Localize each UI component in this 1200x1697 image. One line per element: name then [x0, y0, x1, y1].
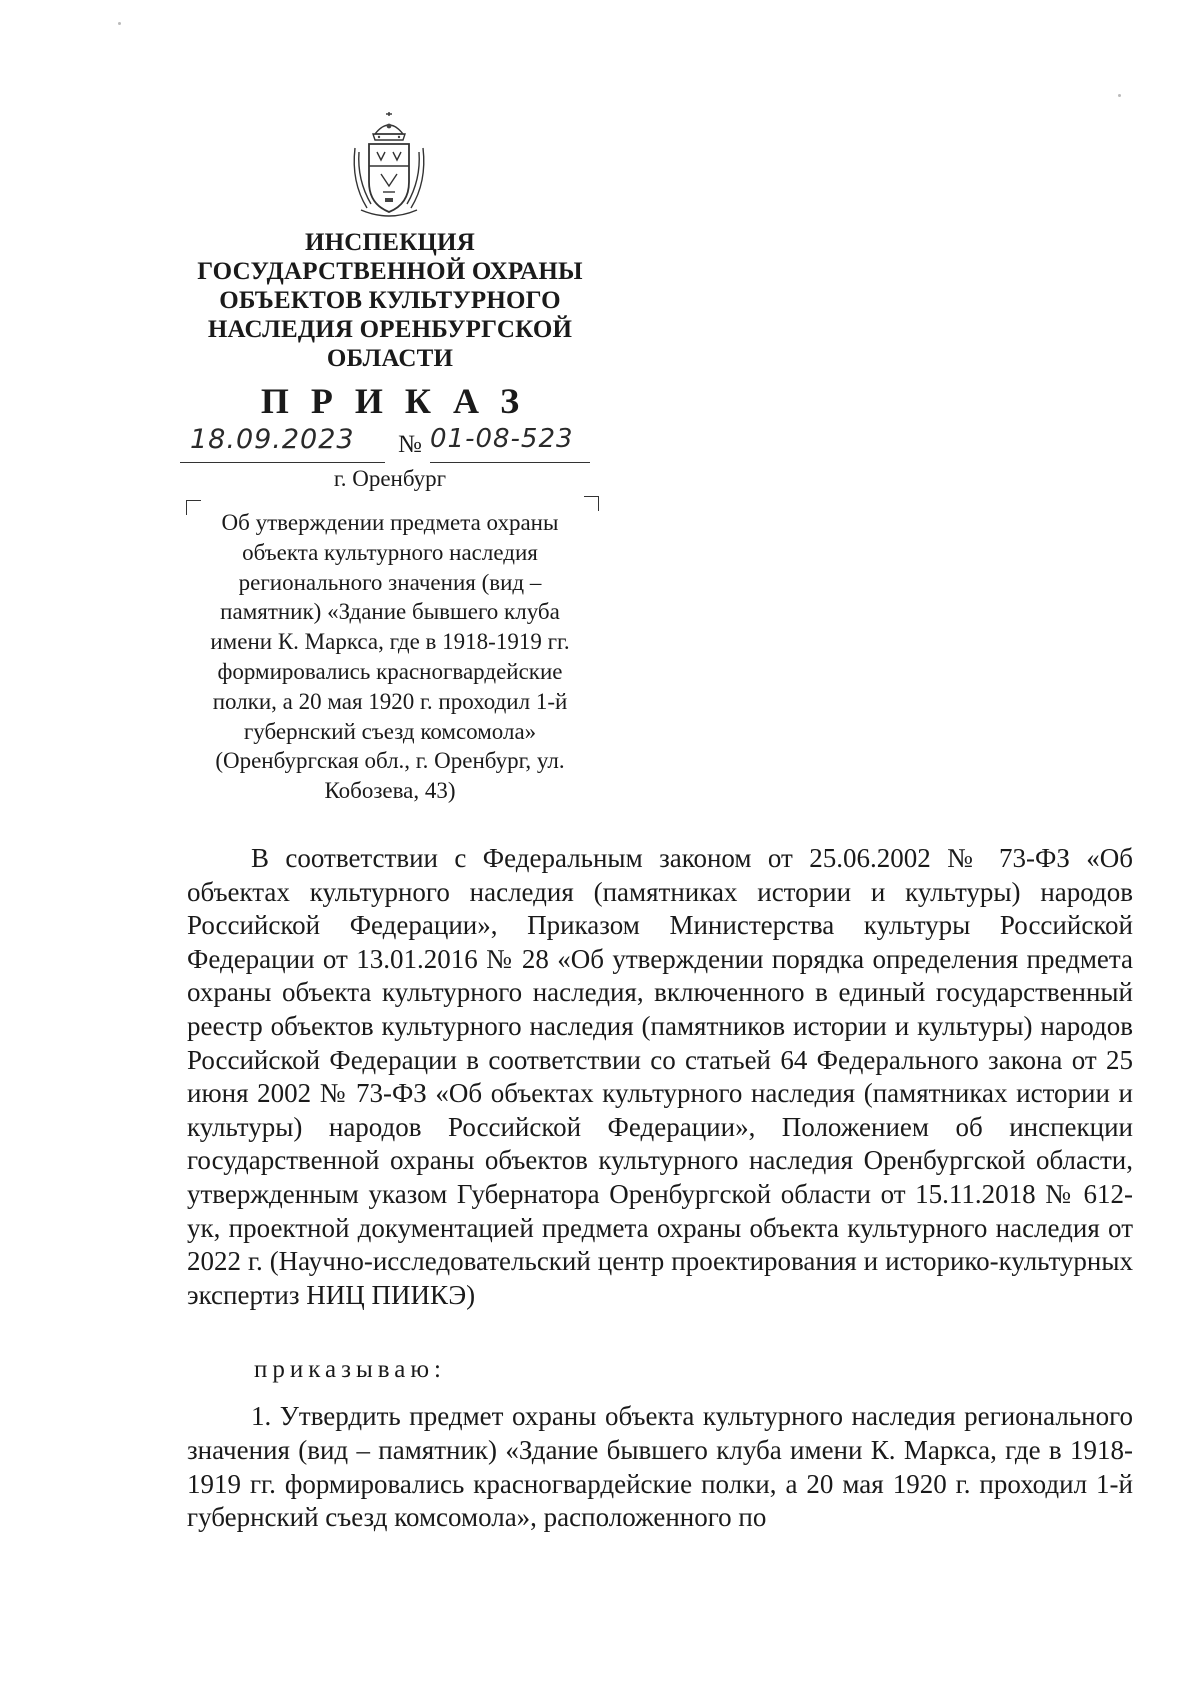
number-underline [430, 462, 590, 463]
issuing-authority [180, 228, 600, 373]
subject-line: памятник) «Здание бывшего клуба [220, 599, 560, 625]
preamble-paragraph: В соответствии с Федеральным законом от 25.06.2002 № 73-ФЗ «Об объектах культурного наследия (памятниках истории и культуры) народов Российской Федерации», Приказом Министерства культуры Российской Федерации от 13.01.2016 № 28 «Об утверждении порядка определения предмета охраны объекта культурного наследия, включенного в единый государственный реестр объектов культурного наследия (памятников истории и культуры) народов Российской Федерации в соответствии со статьей 64 Федерального закона от 25 июня 2002 № 73-ФЗ «Об объектах культурного наследия (памятниках истории и культуры) народов Российской Федерации», Положением об инспекции государственной охраны объектов культурного наследия Оренбургской области, утвержденным указом Губернатора Оренбургской области от 15.11.2018 № 612-ук, проектной документацией предмета охраны объекта культурного наследия от 2022 г. (Научно-исследовательский центр проектирования и историко-культурных экспертиз НИЦ ПИИКЭ) [187, 843, 1133, 1310]
order-word: приказываю: [254, 1356, 446, 1383]
subject-line: полки, а 20 мая 1920 г. проходил 1-й [212, 688, 568, 714]
authority-line: ГОСУДАРСТВЕННОЙ ОХРАНЫ [197, 258, 583, 285]
authority-line: ИНСПЕКЦИЯ [305, 229, 475, 256]
city: г. Оренбург [333, 466, 447, 491]
subject-line: регионального значения (вид – [238, 569, 542, 595]
subject-line: (Оренбургская обл., г. Оренбург, ул. [215, 748, 565, 774]
subject-line: Об утверждении предмета охраны [221, 510, 559, 535]
authority-line: НАСЛЕДИЯ ОРЕНБУРГСКОЙ [207, 316, 573, 343]
subject-line: Кобозева, 43) [324, 778, 456, 804]
subject-bracket-left [186, 500, 201, 515]
authority-line: ОБЛАСТИ [326, 345, 454, 372]
subject-block [200, 508, 580, 806]
authority-line: ОБЪЕКТОВ КУЛЬТУРНОГО [219, 287, 561, 314]
coat-of-arms-icon [347, 112, 431, 220]
subject-line: имени К. Маркса, где в 1918-1919 гг. [210, 629, 570, 655]
subject-line: губернский съезд комсомола» [243, 718, 537, 744]
order-item-1: 1. Утвердить предмет охраны объекта культурного наследия регионального значения (вид – памятник) «Здание бывшего клуба имени К. Маркса, где в 1918-1919 гг. формировались красногвардейские полки, а 20 мая 1920 г. проходил 1-й губернский съезд комсомола», расположенного по [187, 1401, 1133, 1533]
subject-line: объекта культурного наследия [242, 539, 538, 565]
subject-bracket-right [584, 496, 599, 511]
handwritten-number: 01-08-523 [430, 424, 574, 454]
handwritten-date: 18.09.2023 [190, 424, 355, 455]
number-sign: № [398, 431, 422, 458]
preamble-section [187, 842, 1133, 1312]
scan-speck [118, 22, 121, 25]
scan-speck [1118, 94, 1121, 97]
subject-line: формировались красногвардейские [217, 658, 563, 684]
date-underline [180, 462, 385, 463]
document-title: ПРИКАЗ [260, 381, 542, 421]
